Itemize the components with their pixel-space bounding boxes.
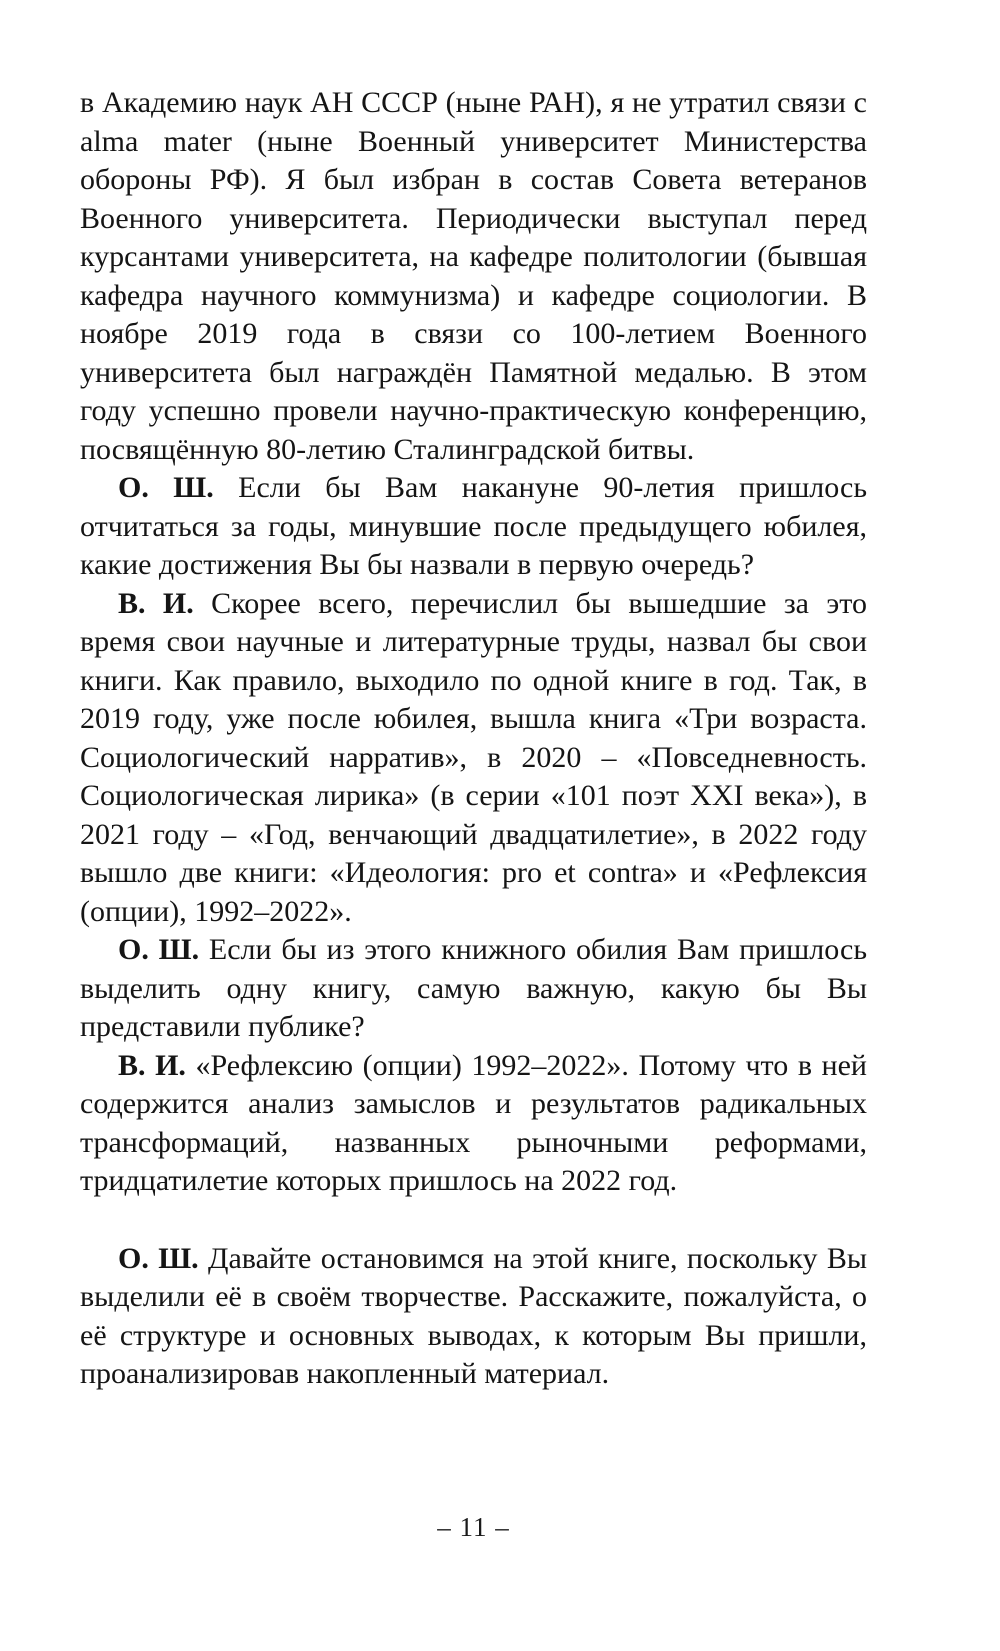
speaker-label: О. Ш. (118, 471, 214, 504)
paragraph-text: «Рефлексию (опции) 1992–2022». Потому что в ней содержится анализ замыслов и результатов радикальных трансформаций, названных рыночными реформами, тридцатилетие которых пришлось на 2022 год. (80, 1048, 867, 1197)
paragraph-text: Скорее всего, перечислил бы вышедшие за это время свои научные и литературные труды, назвал бы свои книги. Как правило, выходило по одной книге в год. Так, в 2019 году, уже после юбилея, вышла книга «Три возраста. Социологический нарратив», в 2020 – «Повседневность. Социологическая лирика» (в серии «101 поэт XXI века»), в 2021 году – «Год, венчающий двадцатилетие», в 2022 году вышло две книги: «Идеология: pro et contra» и «Рефлексия (опции), 1992–2022». (80, 586, 867, 928)
page-number: – 11 – (437, 1512, 510, 1542)
paragraph-text: Давайте остановимся на этой книге, поскольку Вы выделили её в своём творчестве. Расскажите, пожалуйста, о её структуре и основных выводах, к которым Вы пришли, проанализировав накопленный материал. (80, 1241, 867, 1390)
paragraph (80, 84, 867, 469)
speaker-label: О. Ш. (118, 1241, 199, 1275)
paragraph (80, 1047, 867, 1201)
speaker-label: В. И. (118, 1048, 186, 1082)
speaker-label: О. Ш. (118, 933, 200, 966)
paragraph-text: Если бы Вам накануне 90-летия пришлось отчитаться за годы, минувшие после предыдущего юбилея, какие достижения Вы бы назвали в первую очередь? (80, 471, 868, 581)
paragraph-text: в Академию наук АН СССР (ныне РАН), я не утратил связи с alma mater (ныне Военный университет Министерства обороны РФ). Я был избран в состав Совета ветеранов Военного университета. Периодически выступал перед курсантами университета, на кафедре политологии (бывшая кафедра научного коммунизма) и кафедре социологии. В ноябре 2019 года в связи со 100-летием Военного университета был награждён Памятной медалью. В этом году успешно провели научно-практическую конференцию, посвящённую 80-летию Сталинградской битвы. (80, 86, 867, 466)
paragraph (80, 931, 867, 1047)
paragraph (80, 469, 867, 585)
page-text (80, 84, 867, 1394)
speaker-label: В. И. (118, 586, 194, 620)
paragraph-text: Если бы из этого книжного обилия Вам пришлось выделить одну книгу, самую важную, какую бы Вы представили публике? (80, 933, 867, 1043)
paragraph (80, 1240, 867, 1394)
paragraph (80, 585, 867, 932)
